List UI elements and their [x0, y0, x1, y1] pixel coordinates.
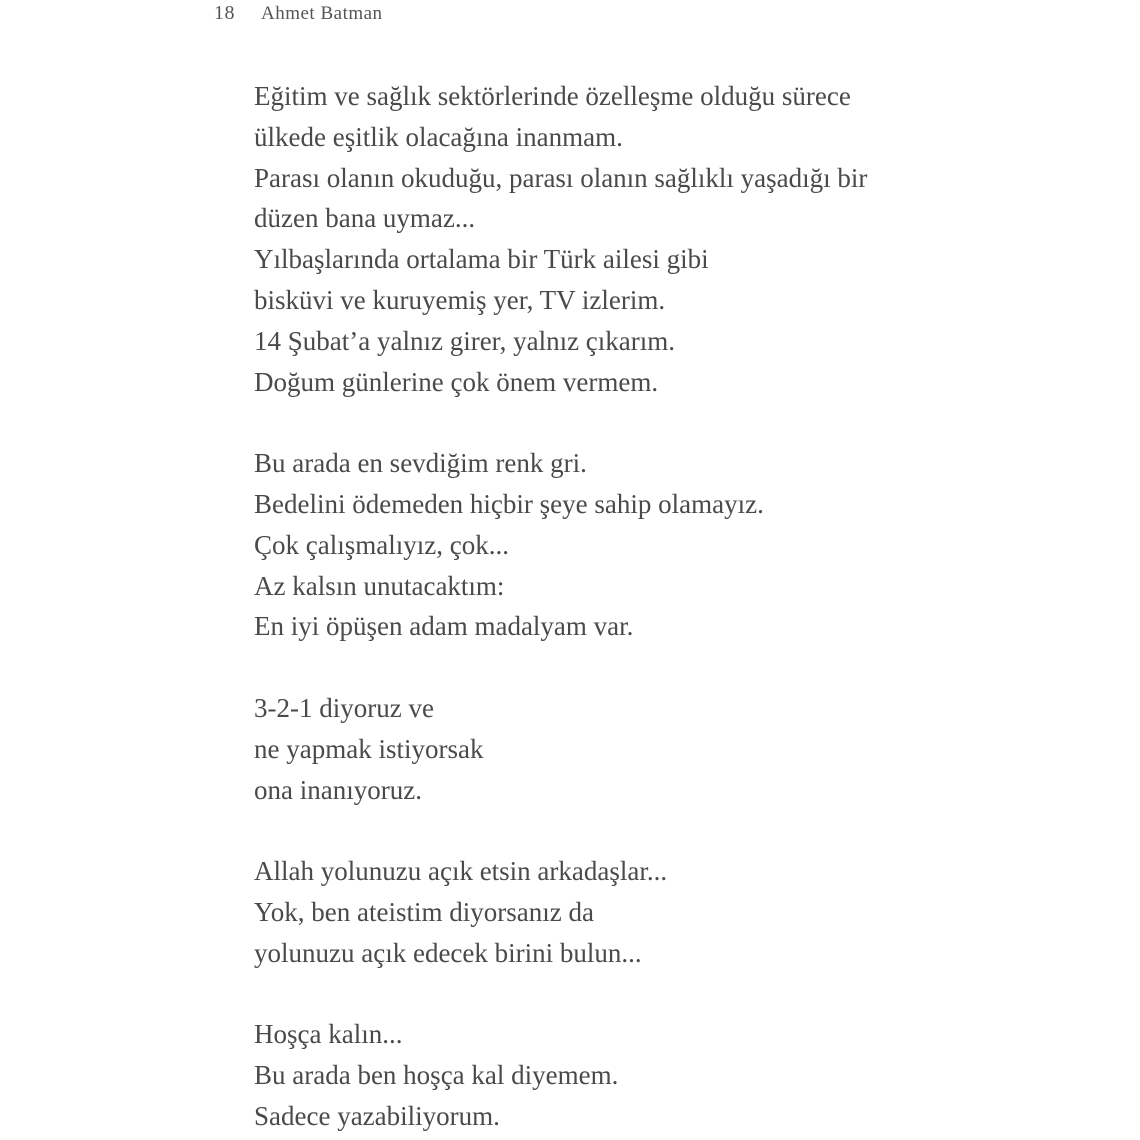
poem-line: bisküvi ve kuruyemiş yer, TV izlerim. — [254, 284, 666, 315]
poem-line: Sadece yazabiliyorum. — [254, 1100, 500, 1131]
running-head — [214, 2, 383, 30]
stanza — [254, 76, 1054, 402]
poem-line: ne yapmak istiyorsak — [254, 733, 484, 764]
poem-line: Allah yolunuzu açık etsin arkadaşlar... — [254, 856, 668, 887]
poem-body — [254, 76, 1054, 1137]
poem-line: 14 Şubat’a yalnız girer, yalnız çıkarım. — [254, 325, 676, 356]
poem-line: Bu arada en sevdiğim renk gri. — [254, 448, 587, 479]
poem-line: Bedelini ödemeden hiçbir şeye sahip olamayız. — [254, 488, 764, 519]
poem-line: Bu arada ben hoşça kal diyemem. — [254, 1060, 619, 1091]
poem-line: Doğum günlerine çok önem vermem. — [254, 366, 659, 397]
poem-line: ona inanıyoruz. — [254, 774, 422, 805]
poem-line: En iyi öpüşen adam madalyam var. — [254, 611, 634, 642]
poem-line: Hoşça kalın... — [254, 1019, 403, 1050]
author-name: Ahmet Batman — [261, 3, 383, 24]
poem-line: Eğitim ve sağlık sektörlerinde özelleşme olduğu sürece — [254, 81, 851, 111]
page-number: 18 — [214, 2, 235, 24]
stanza — [254, 688, 1054, 810]
poem-line: Yok, ben ateistim diyorsanız da — [254, 896, 594, 927]
poem-line: yolunuzu açık edecek birini bulun... — [254, 937, 642, 968]
poem-line: ülkede eşitlik olacağına inanmam. — [254, 121, 623, 152]
poem-line: Çok çalışmalıyız, çok... — [254, 529, 509, 560]
stanza — [254, 443, 1054, 647]
poem-line: Az kalsın unutacaktım: — [254, 570, 505, 601]
poem-line: Parası olanın okuduğu, parası olanın sağlıklı yaşadığı bir — [254, 162, 868, 193]
stanza — [254, 851, 1054, 973]
stanza — [254, 1014, 1054, 1136]
poem-line: Yılbaşlarında ortalama bir Türk ailesi gibi — [254, 244, 709, 275]
poem-line: 3-2-1 diyoruz ve — [254, 692, 434, 723]
poem-line: düzen bana uymaz... — [254, 203, 476, 234]
